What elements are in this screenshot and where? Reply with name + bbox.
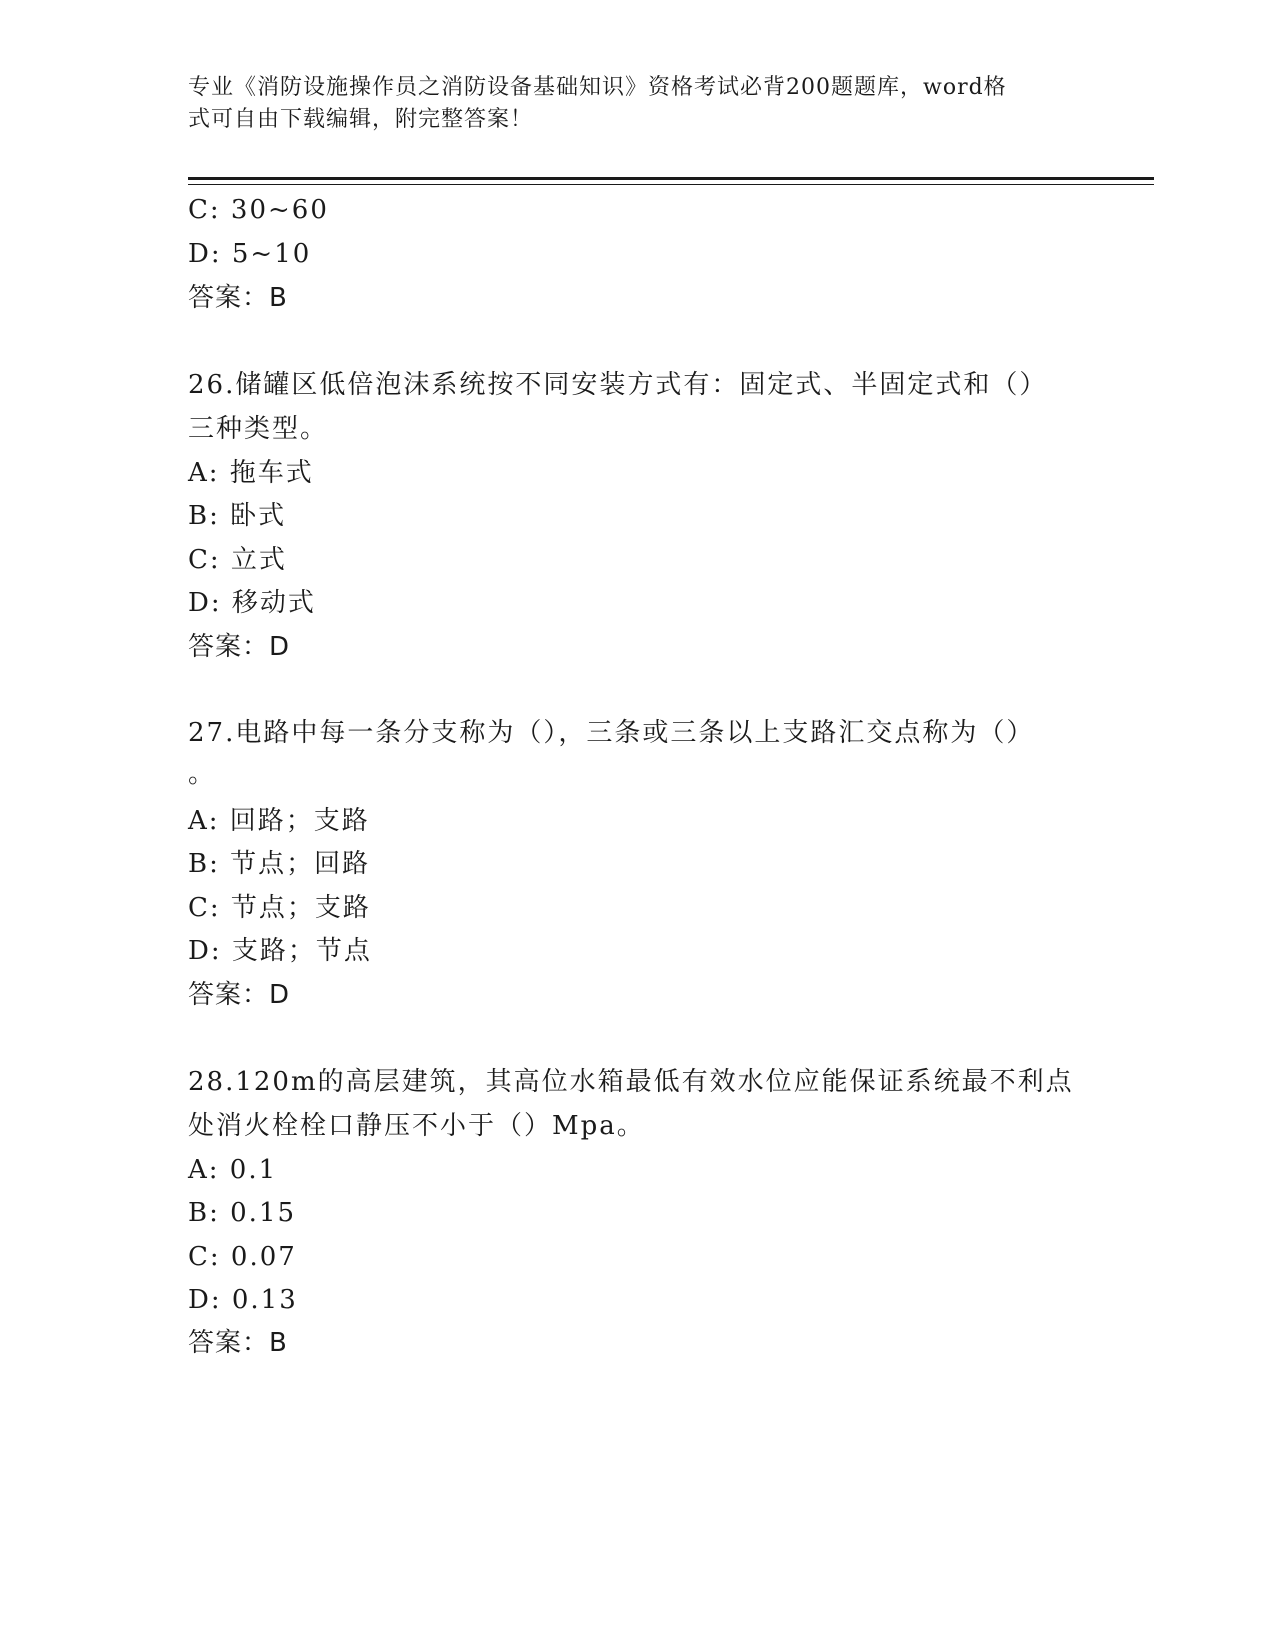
q26-option-a: A: 拖车式 (188, 458, 314, 488)
q28-option-b: B: 0.15 (188, 1198, 297, 1228)
q25-option-c: C: 30~60 (188, 195, 329, 225)
header-title-line-1: 专业《消防设施操作员之消防设备基础知识》资格考试必背200题题库，word格 (188, 75, 1007, 100)
q27-stem-line-2: 。 (188, 759, 217, 789)
q27-option-d: D: 支路；节点 (188, 936, 372, 966)
header-divider-thick (188, 177, 1154, 180)
q25-answer: 答案：B (188, 283, 288, 313)
q27-answer: 答案：D (188, 980, 291, 1010)
q27-option-c: C: 节点；支路 (188, 893, 371, 923)
q28-stem-line-2: 处消火栓栓口静压不小于（）Mpa。 (188, 1111, 645, 1141)
q26-option-c: C: 立式 (188, 545, 287, 575)
q28-option-a: A: 0.1 (188, 1155, 278, 1185)
q26-option-d: D: 移动式 (188, 588, 316, 618)
q25-option-d: D: 5~10 (188, 239, 312, 269)
header-title-line-2: 式可自由下载编辑，附完整答案！ (188, 107, 534, 132)
q26-stem-line-1: 26.储罐区低倍泡沫系统按不同安装方式有：固定式、半固定式和（） (188, 370, 1048, 400)
document-header (188, 72, 1078, 136)
q28-stem-line-1: 28.120m的高层建筑，其高位水箱最低有效水位应能保证系统最不利点 (188, 1067, 1074, 1097)
q26-option-b: B: 卧式 (188, 501, 287, 531)
q28-answer: 答案：B (188, 1328, 288, 1358)
q27-stem-line-1: 27.电路中每一条分支称为（），三条或三条以上支路汇交点称为（） (188, 718, 1035, 748)
q27-option-a: A: 回路；支路 (188, 806, 370, 836)
q28-option-d: D: 0.13 (188, 1285, 298, 1315)
q28-option-c: C: 0.07 (188, 1242, 297, 1272)
q26-answer: 答案：D (188, 632, 291, 662)
header-divider-thin (188, 184, 1154, 185)
q27-option-b: B: 节点；回路 (188, 849, 371, 879)
q26-stem-line-2: 三种类型。 (188, 414, 329, 444)
